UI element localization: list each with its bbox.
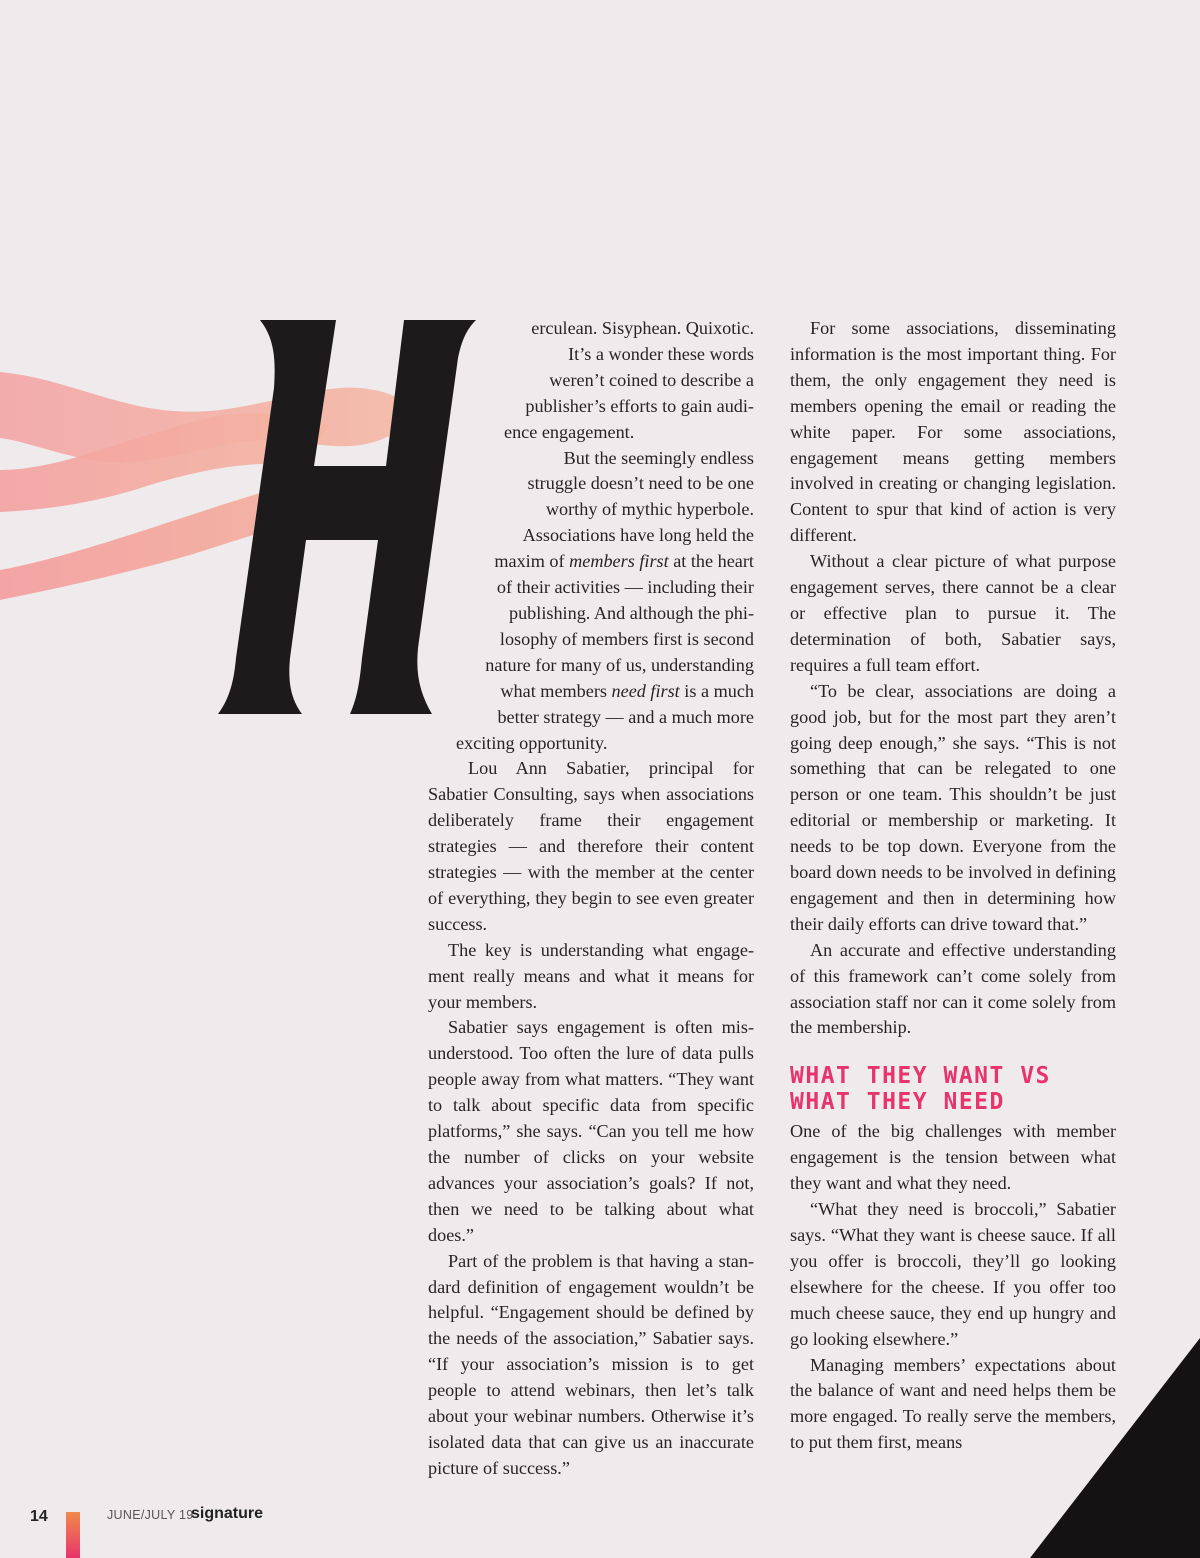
- para-line: exciting opportunity.: [456, 732, 608, 753]
- paragraph-6: Part of the problem is that having a standard definition of engagement wouldn’t be helpful. “Engagement should be defined by the needs of the association,” Sabatier says. “If your association’s mission is to get people to attend webinars, then let’s talk about your webinar numbers. Otherwise it’s isolated data that can give us an inaccurate picture of success.”: [428, 1250, 754, 1478]
- paragraph-3: “To be clear, associations are doing a good job, but for the most part they aren’t going deep enough,” she says. “This is not something that can be relegated to one person or one team. This shouldn’t be just editorial or membership or marketing. It needs to be top down. Everyone from the board down needs to be involved in defining engagement and then in determining how their daily efforts can drive toward that.”: [790, 680, 1116, 934]
- lead-paragraph: [428, 316, 754, 446]
- footer-accent-bar: [66, 1512, 80, 1558]
- paragraph-3: Lou Ann Sabatier, principal for Sabatier Consulting, says when associations deliberately frame their engagement strategies — and therefore their content strategies — with the member at the center of everything, they begin to see even greater success.: [428, 758, 754, 934]
- section-heading-line: WHAT THEY NEED: [790, 1089, 1005, 1116]
- text-run: what members: [500, 680, 612, 701]
- para-line: better strategy — and a much more: [497, 706, 754, 727]
- paragraph-4: The key is understanding what engagement really means and what it means for your members.: [428, 939, 754, 1012]
- paragraph-2: [428, 446, 754, 757]
- para-line: worthy of mythic hyperbole.: [545, 499, 754, 520]
- lead-line: erculean. Sisyphean. Quixotic.: [531, 318, 754, 338]
- lead-line: publisher’s efforts to gain audi-: [525, 395, 754, 416]
- paragraph-4: An accurate and effective understanding of this framework can’t come solely from association staff nor can it come solely from the membership.: [790, 939, 1116, 1038]
- page-number: 14: [30, 1508, 48, 1525]
- para-line: publishing. And although the phi-: [508, 602, 754, 623]
- paragraph-1: For some associations, disseminating information is the most important thing. For them, the only engagement they need is members opening the email or reading the white paper. For some associations, engagement means getting members involved in creating or changing legislation. Content to spur that kind of action is very different.: [790, 318, 1116, 546]
- para-line-need: [428, 679, 754, 705]
- text-run: maxim of: [494, 551, 570, 572]
- paragraph-5: One of the big challenges with member engagement is the tension between what they want and what they need.: [790, 1121, 1116, 1194]
- paragraph-7: Managing members’ expectations about the balance of want and need helps them be more engaged. To really serve the members, to put them first, means: [790, 1354, 1116, 1453]
- para-line: struggle doesn’t need to be one: [527, 473, 754, 494]
- paragraph-5: Sabatier says engagement is often misunderstood. Too often the lure of data pulls people away from what matters. “They want to talk about specific data from specific platforms,” she says. “Can you tell me how the number of clicks on your website advances your association’s goals? If not, then we need to be talking about what does.”: [428, 1017, 754, 1245]
- para-line: Associations have long held the: [522, 525, 754, 546]
- corner-triangle-decoration: [1030, 1338, 1200, 1558]
- section-heading: [790, 1063, 1116, 1115]
- text-run: at the heart: [668, 551, 754, 572]
- para-line: But the seemingly endless: [563, 447, 754, 468]
- emphasis-text: need first: [611, 680, 680, 701]
- article-column-left: [428, 316, 754, 1482]
- lead-line: ence engagement.: [504, 421, 635, 442]
- para-line: nature for many of us, understanding: [485, 654, 754, 675]
- issue-date: JUNE/JULY 19: [107, 1508, 194, 1522]
- lead-line: weren’t coined to describe a: [549, 369, 754, 390]
- para-line-maxim: [428, 549, 754, 575]
- article-column-right: [790, 316, 1116, 1456]
- paragraph-6: “What they need is broccoli,” Sabatier says. “What they want is cheese sauce. If all you offer is broccoli, they’ll go looking elsewhere for the cheese. If you offer too much cheese sauce, they end up hungry and go looking elsewhere.”: [790, 1199, 1116, 1349]
- para-line: losophy of members first is second: [499, 628, 754, 649]
- section-heading-line: WHAT THEY WANT VS: [790, 1063, 1051, 1090]
- magazine-name: signature: [191, 1505, 264, 1522]
- text-run: is a much: [679, 680, 754, 701]
- paragraph-2: Without a clear picture of what purpose engagement serves, there cannot be a clear or effective plan to pursue it. The determination of both, Sabatier says, requires a full team effort.: [790, 551, 1116, 675]
- lead-line: It’s a wonder these words: [568, 343, 754, 364]
- emphasis-text: members first: [569, 551, 669, 572]
- para-line: of their activities — including their: [496, 577, 754, 598]
